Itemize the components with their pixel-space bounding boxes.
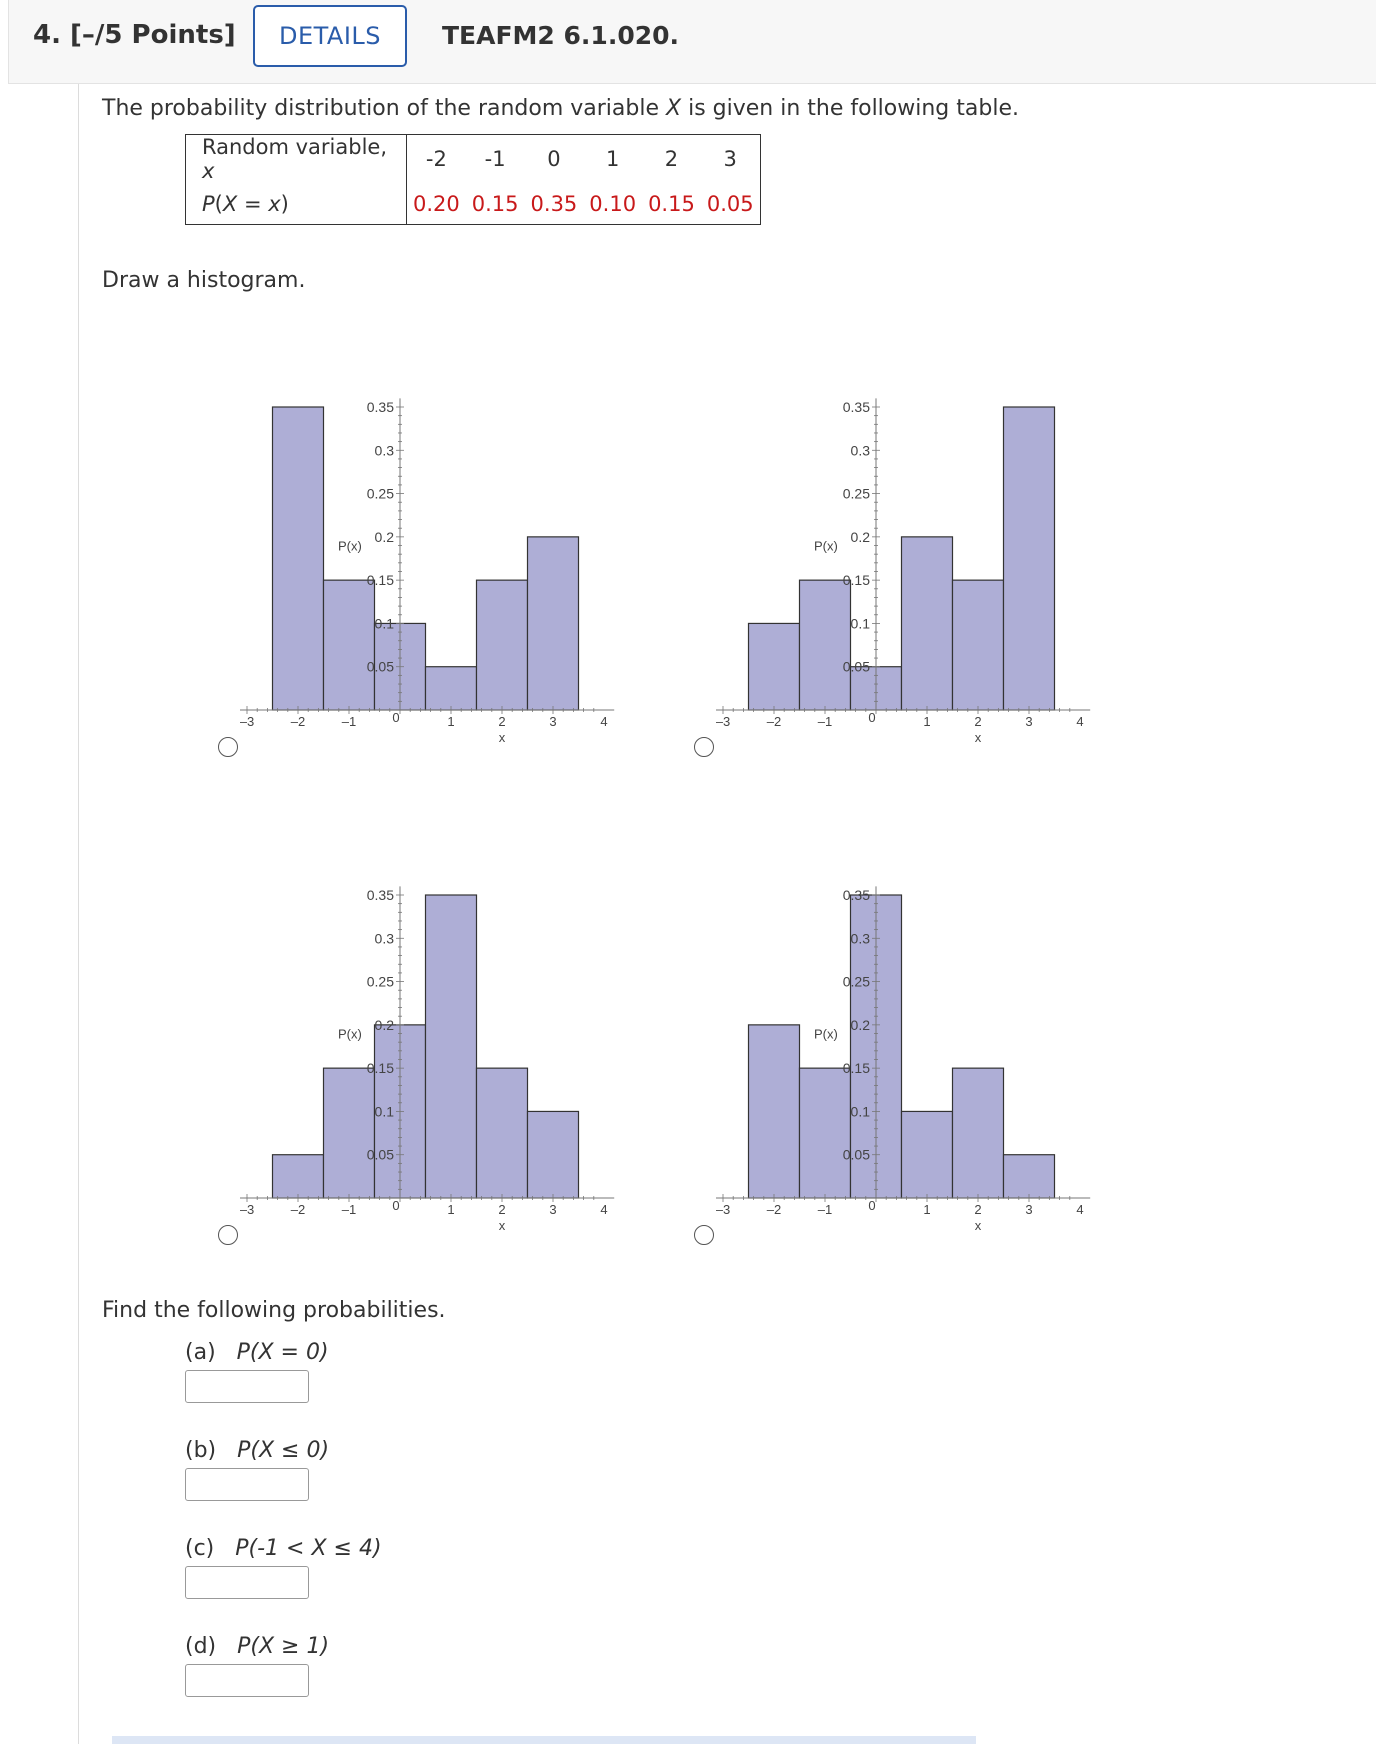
x-tick-label: 1 [447,1202,455,1217]
x-tick-label: 2 [974,1202,982,1217]
question-number: 4. [–/5 Points] [33,20,236,50]
y-tick-label: 0.1 [374,1103,394,1120]
x-tick-label: –3 [716,714,731,729]
x-cell: 0 [547,147,561,171]
x-axis-label: x [974,1218,982,1233]
y-tick-label: 0.05 [366,658,394,675]
y-tick-label: 0.35 [842,887,870,903]
x-tick-label: 4 [1076,714,1084,729]
y-axis-label: P(x) [338,538,362,554]
histogram-option-d [716,828,1096,1248]
x-tick-label: 4 [600,1202,608,1217]
x-tick-label: 3 [1025,714,1033,729]
x-cell: 2 [664,147,679,171]
histogram-bar [1004,1155,1055,1198]
answer-d-input[interactable] [185,1664,309,1697]
x-tick-label: 1 [923,1202,931,1217]
p-cell: 0.15 [648,191,695,216]
x-tick-label: 4 [1076,1202,1084,1217]
y-tick-label: 0.25 [366,973,394,990]
question-header [8,0,1376,84]
y-axis-label: P(x) [338,1026,362,1042]
x-axis-label: x [498,1218,506,1233]
histogram-choice-option-c [240,828,620,1248]
x-tick-label: –2 [766,1202,782,1217]
answer-a-input[interactable] [185,1370,309,1403]
histogram-bar [1004,407,1055,710]
histogram-bar [273,1155,324,1198]
y-tick-label: 0.2 [374,1016,394,1033]
radio-option-a[interactable] [218,737,238,757]
variable-x: X [666,96,682,121]
histogram-bar [426,667,477,710]
y-tick-label: 0.2 [374,528,394,545]
x-cell: -1 [484,147,506,171]
y-tick-label: 0.05 [842,1146,870,1163]
y-tick-label: 0.3 [374,930,394,947]
bottom-bar [112,1736,976,1744]
x-tick-label: 0 [392,710,400,725]
y-axis-label: P(x) [814,538,838,554]
x-tick-label: –1 [341,714,357,729]
histogram-choice-option-b [716,340,1096,760]
y-tick-label: 0.05 [842,658,870,675]
left-rule [78,84,79,1744]
histogram-bar [749,1025,800,1198]
y-tick-label: 0.35 [842,399,870,415]
y-tick-label: 0.05 [366,1146,394,1163]
x-cell: 3 [723,147,737,171]
x-tick-label: 1 [923,714,931,729]
histogram-option-a [240,340,620,760]
x-tick-label: –1 [817,1202,833,1217]
x-tick-label: –2 [290,1202,306,1217]
histogram-option-b [716,340,1096,760]
histogram-bar [426,895,477,1198]
x-tick-label: –3 [716,1202,731,1217]
x-tick-label: 0 [868,1198,876,1213]
y-tick-label: 0.25 [842,485,870,502]
answer-b-input[interactable] [185,1468,309,1501]
x-tick-label: 2 [498,714,506,729]
x-cell: 1 [605,147,620,171]
part-c-label: (c) P(-1 < X ≤ 4) [185,1536,382,1561]
y-tick-label: 0.3 [850,930,870,947]
histogram-bar [477,580,528,710]
x-tick-label: 1 [447,714,455,729]
y-axis-label: P(x) [814,1026,838,1042]
y-tick-label: 0.3 [850,442,870,459]
x-tick-label: 0 [868,710,876,725]
p-cell: 0.05 [706,191,754,216]
x-axis-label: x [974,730,982,745]
histogram-bar [953,1068,1004,1198]
x-tick-label: 3 [549,1202,557,1217]
x-tick-label: 2 [974,714,982,729]
draw-prompt: Draw a histogram. [102,268,306,293]
histogram-bar [953,580,1004,710]
histogram-choice-option-d [716,828,1096,1248]
histogram-bar [800,580,851,710]
x-tick-label: 4 [600,714,608,729]
histogram-bar [477,1068,528,1198]
histogram-bar [902,1111,953,1198]
x-tick-label: –1 [341,1202,357,1217]
p-cell: 0.10 [589,191,637,216]
y-tick-label: 0.15 [842,572,870,589]
part-d-label: (d) P(X ≥ 1) [185,1634,330,1659]
histogram-bar [902,537,953,710]
radio-option-b[interactable] [694,737,714,757]
y-tick-label: 0.25 [366,485,394,502]
question-id: TEAFM2 6.1.020. [442,21,679,50]
histogram-bar [324,580,375,710]
y-tick-label: 0.15 [842,1060,870,1077]
histogram-bar [324,1068,375,1198]
p-cell: 0.20 [413,191,460,216]
y-tick-label: 0.1 [850,615,870,632]
p-cell: 0.35 [530,191,578,216]
histogram-bar [528,537,579,710]
x-axis-label: x [498,730,506,745]
histogram-bar [273,407,324,710]
find-prompt: Find the following probabilities. [102,1298,446,1323]
x-tick-label: –3 [240,714,255,729]
distribution-table [185,134,761,225]
histogram-bar [800,1068,851,1198]
y-tick-label: 0.1 [850,1103,870,1120]
intro-text: The probability distribution of the random variable X is given in the following table. [102,96,1019,121]
table-row-p [186,183,761,225]
x-tick-label: –1 [817,714,833,729]
y-tick-label: 0.3 [374,442,394,459]
x-tick-label: –3 [240,1202,255,1217]
y-tick-label: 0.1 [374,615,394,632]
histogram-bar [528,1111,579,1198]
answer-c-input[interactable] [185,1566,309,1599]
table-row-x [186,135,761,184]
radio-option-d[interactable] [694,1225,714,1245]
part-b-label: (b) P(X ≤ 0) [185,1438,330,1463]
y-tick-label: 0.2 [850,1016,870,1033]
x-tick-label: 2 [498,1202,506,1217]
x-tick-label: 3 [549,714,557,729]
row-label-p: P(X = x) [186,183,407,225]
x-tick-label: 0 [392,1198,400,1213]
p-cell: 0.15 [471,191,519,216]
x-tick-label: –2 [766,714,782,729]
histogram-choice-option-a [240,340,620,760]
part-a-label: (a) P(X = 0) [185,1340,329,1365]
y-tick-label: 0.15 [366,1060,394,1077]
histogram-bar [749,623,800,710]
radio-option-c[interactable] [218,1225,238,1245]
histogram-option-c [240,828,620,1248]
y-tick-label: 0.2 [850,528,870,545]
y-tick-label: 0.15 [366,572,394,589]
row-label-x: Random variable, x [186,135,407,184]
x-tick-label: 3 [1025,1202,1033,1217]
y-tick-label: 0.25 [842,973,870,990]
x-tick-label: –2 [290,714,306,729]
y-tick-label: 0.35 [366,887,394,903]
details-button[interactable]: DETAILS [253,5,407,67]
y-tick-label: 0.35 [366,399,394,415]
x-cell: -2 [425,147,447,171]
